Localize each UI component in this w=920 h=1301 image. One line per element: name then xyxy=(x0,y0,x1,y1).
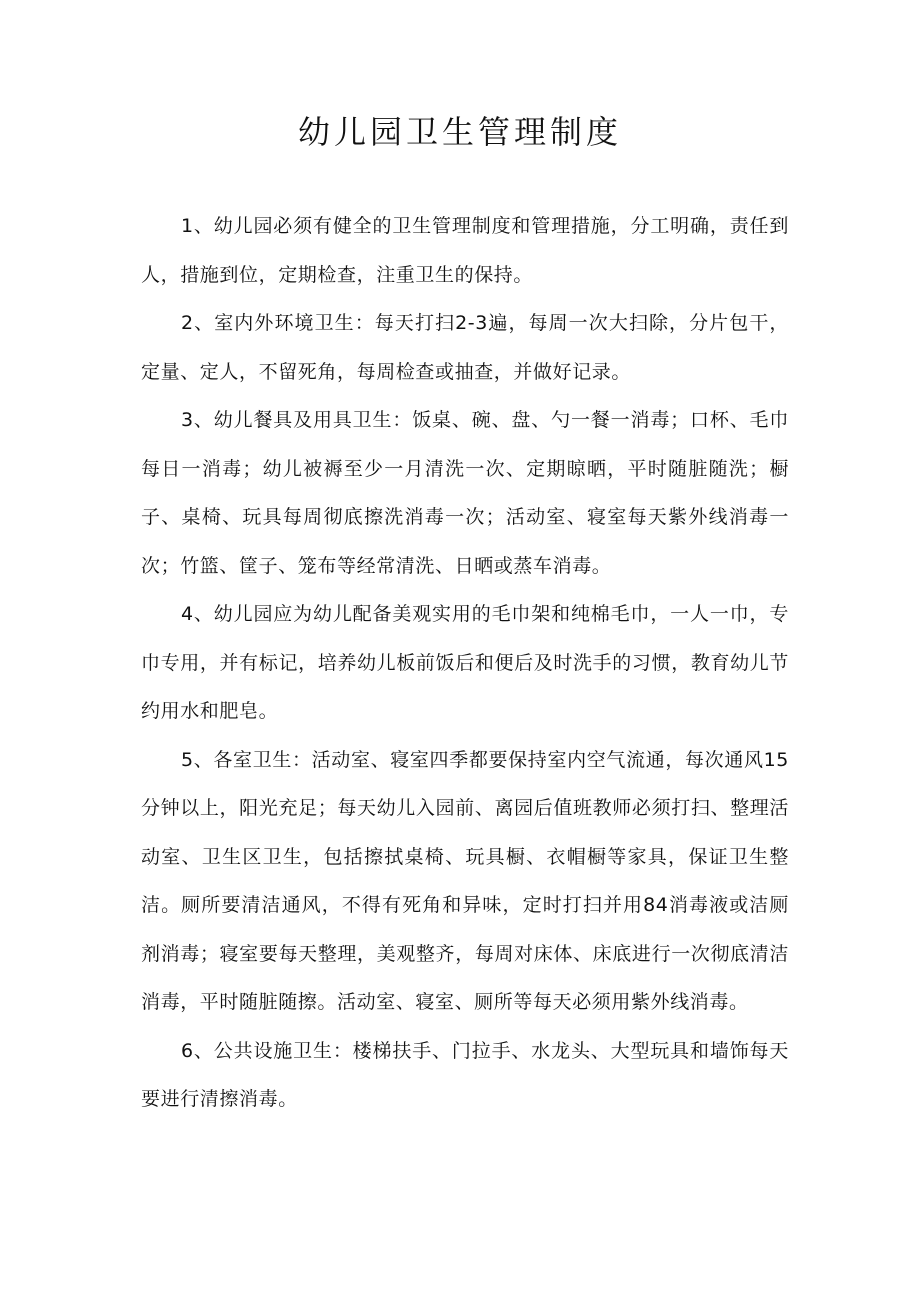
paragraph-4: 4、幼儿园应为幼儿配备美观实用的毛巾架和纯棉毛巾，一人一巾，专巾专用，并有标记，培养幼儿板前饭后和便后及时洗手的习惯，教育幼儿节约用水和肥皂。 xyxy=(141,603,789,722)
paragraph-5: 5、各室卫生：活动室、寝室四季都要保持室内空气流通，每次通风15分钟以上，阳光充足；每天幼儿入园前、离园后值班教师必须打扫、整理活动室、卫生区卫生，包括擦拭桌椅、玩具橱、衣帽橱等家具，保证卫生整洁。厕所要清洁通风，不得有死角和异味，定时打扫并用84消毒液或洁厕剂消毒；寝室要每天整理，美观整齐，每周对床体、床底进行一次彻底清洁消毒，平时随脏随擦。活动室、寝室、厕所等每天必须用紫外线消毒。 xyxy=(141,748,789,1013)
paragraph-6: 6、公共设施卫生：楼梯扶手、门拉手、水龙头、大型玩具和墙饰每天要进行清擦消毒。 xyxy=(141,1039,789,1110)
paragraph-3: 3、幼儿餐具及用具卫生：饭桌、碗、盘、勺一餐一消毒；口杯、毛巾每日一消毒；幼儿被褥至少一月清洗一次、定期晾晒，平时随脏随洗；橱子、桌椅、玩具每周彻底擦洗消毒一次；活动室、寝室每天紫外线消毒一次；竹篮、筐子、笼布等经常清洗、日晒或蒸车消毒。 xyxy=(141,409,789,577)
document-body xyxy=(141,202,789,1124)
paragraph-1: 1、幼儿园必须有健全的卫生管理制度和管理措施，分工明确，责任到人，措施到位，定期检查，注重卫生的保持。 xyxy=(141,215,789,286)
document-title: 幼儿园卫生管理制度 xyxy=(297,113,622,151)
paragraph-2: 2、室内外环境卫生：每天打扫2-3遍，每周一次大扫除，分片包干，定量、定人，不留死角，每周检查或抽查，并做好记录。 xyxy=(141,312,789,383)
